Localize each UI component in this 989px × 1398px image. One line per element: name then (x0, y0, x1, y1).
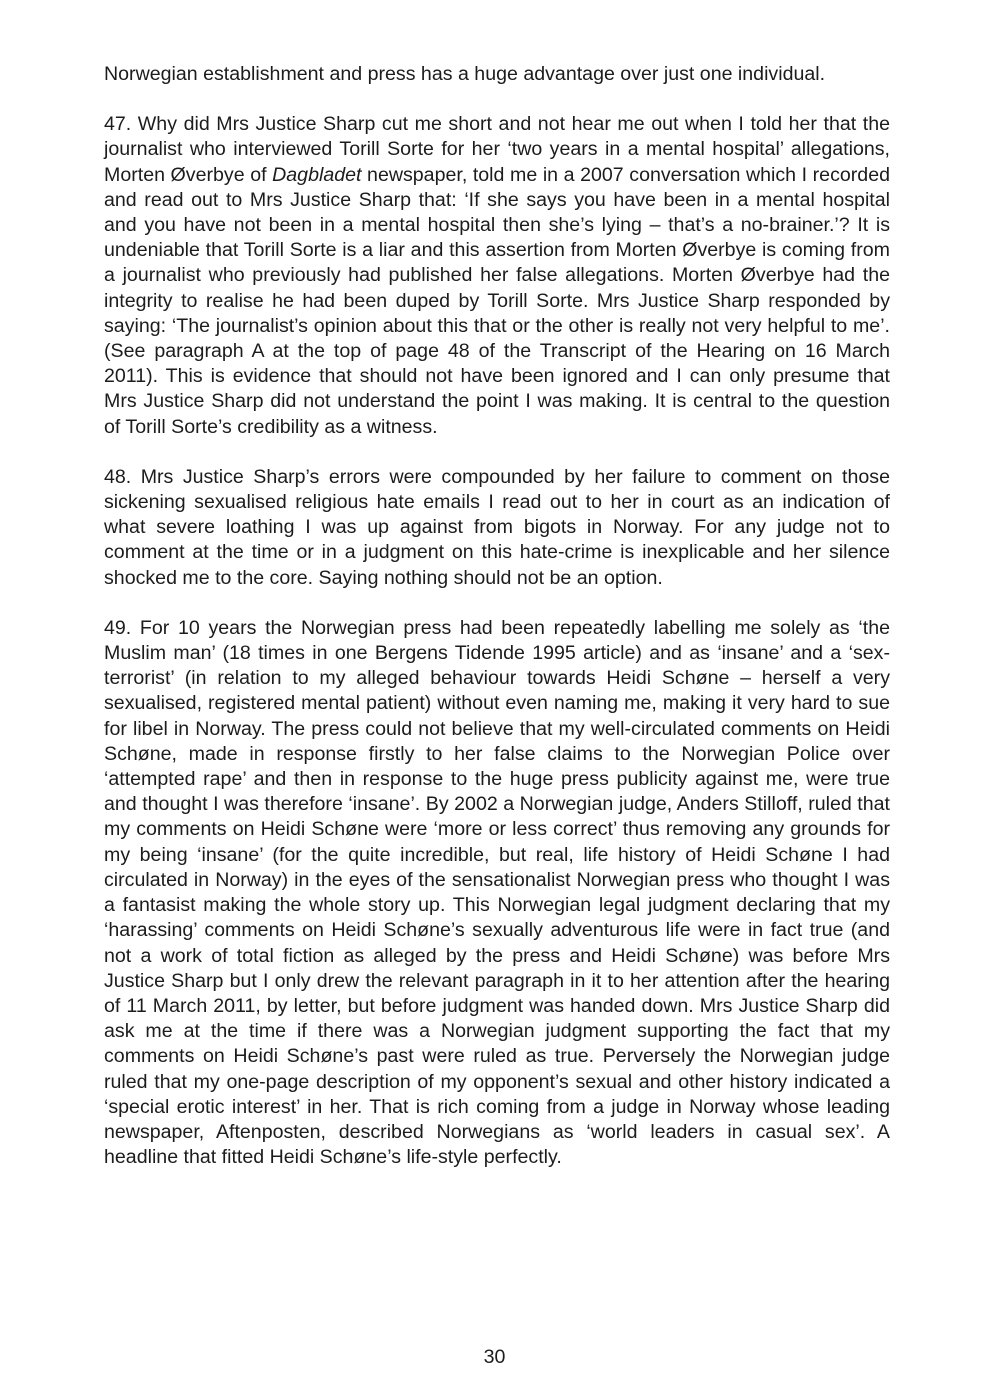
paragraph-47 (104, 112, 890, 440)
paragraph-text: 49. For 10 years the Norwegian press had been repeatedly labelling me solely as ‘the Muslim man’ (18 times in one Bergens Tidende 1995 article) and as ‘insane’ and a ‘sex-terrorist’ (in relation to my alleged behaviour towards Heidi Schøne – herself a very sexualised, registered mental patient) without even naming me, making it very hard to sue for libel in Norway. The press could not believe that my well-circulated comments on Heidi Schøne, made in response firstly to her false claims to the Norwegian Police over ‘attempted rape’ and then in response to the huge press publicity against me, were true and thought I was therefore ‘insane’. By 2002 a Norwegian judge, Anders Stilloff, ruled that my comments on Heidi Schøne were ‘more or less correct’ thus removing any grounds for my being ‘insane’ (for the quite incredible, but real, life history of Heidi Schøne I had circulated in Norway) in the eyes of the sensationalist Norwegian press who thought I was a fantasist making the whole story up. This Norwegian legal judgment declaring that my ‘harassing’ comments on Heidi Schøne’s sexually adventurous life were in fact true (and not a work of total fiction as alleged by the press and Heidi Schøne) was before Mrs Justice Sharp but I only drew the relevant paragraph in it to her attention after the hearing of 11 March 2011, by letter, but before judgment was handed down. Mrs Justice Sharp did ask me at the time if there was a Norwegian judgment supporting the fact that my comments on Heidi Schøne’s past were ruled as true. Perversely the Norwegian judge ruled that my one-page description of my opponent’s sexual and other history indicated a ‘special erotic interest’ in her. That is rich coming from a judge in Norway whose leading newspaper, Aftenposten, described Norwegians as ‘world leaders in casual sex’. A headline that fitted Heidi Schøne’s life-style perfectly. (104, 616, 890, 1169)
newspaper-name-italic: Dagbladet (272, 163, 362, 186)
paragraph-49 (104, 616, 890, 1170)
page-number: 30 (483, 1346, 506, 1368)
paragraph-48 (104, 465, 890, 591)
paragraph-text: Norwegian establishment and press has a huge advantage over just one individual. (104, 63, 826, 85)
paragraph-text: newspaper, told me in a 2007 conversation which I recorded and read out to Mrs Justice Sharp that: ‘If she says you have been in a mental hospital and you have not been in a mental hospital then she’s lying – that’s a no-brainer.’? It is undeniable that Torill Sorte is a liar and this assertion from Morten Øverbye is coming from a journalist who previously had published her false allegations. Morten Øverbye had the integrity to realise he had been duped by Torill Sorte. Mrs Justice Sharp responded by saying: ‘The journalist’s opinion about this that or the other is really not very helpful to me’. (See paragraph A at the top of page 48 of the Transcript of the Hearing on 16 March 2011). This is evidence that should not have been ignored and I can only presume that Mrs Justice Sharp did not understand the point I was making. It is central to the question of Torill Sorte’s credibility as a witness. (104, 163, 890, 438)
paragraph-continuation (104, 62, 890, 87)
paragraph-text: 48. Mrs Justice Sharp’s errors were compounded by her failure to comment on those sickening sexualised religious hate emails I read out to her in court as an indication of what severe loathing I was up against from bigots in Norway. For any judge not to comment at the time or in a judgment on this hate-crime is inexplicable and her silence shocked me to the core. Saying nothing should not be an option. (104, 465, 890, 589)
paragraph-text: 47. Why did Mrs Justice Sharp cut me short and not hear me out when I told her that the journalist who interviewed Torill Sorte for her ‘two years in a mental hospital’ allegations, Morten Øverbye of (104, 113, 890, 186)
body-text (104, 62, 890, 1195)
